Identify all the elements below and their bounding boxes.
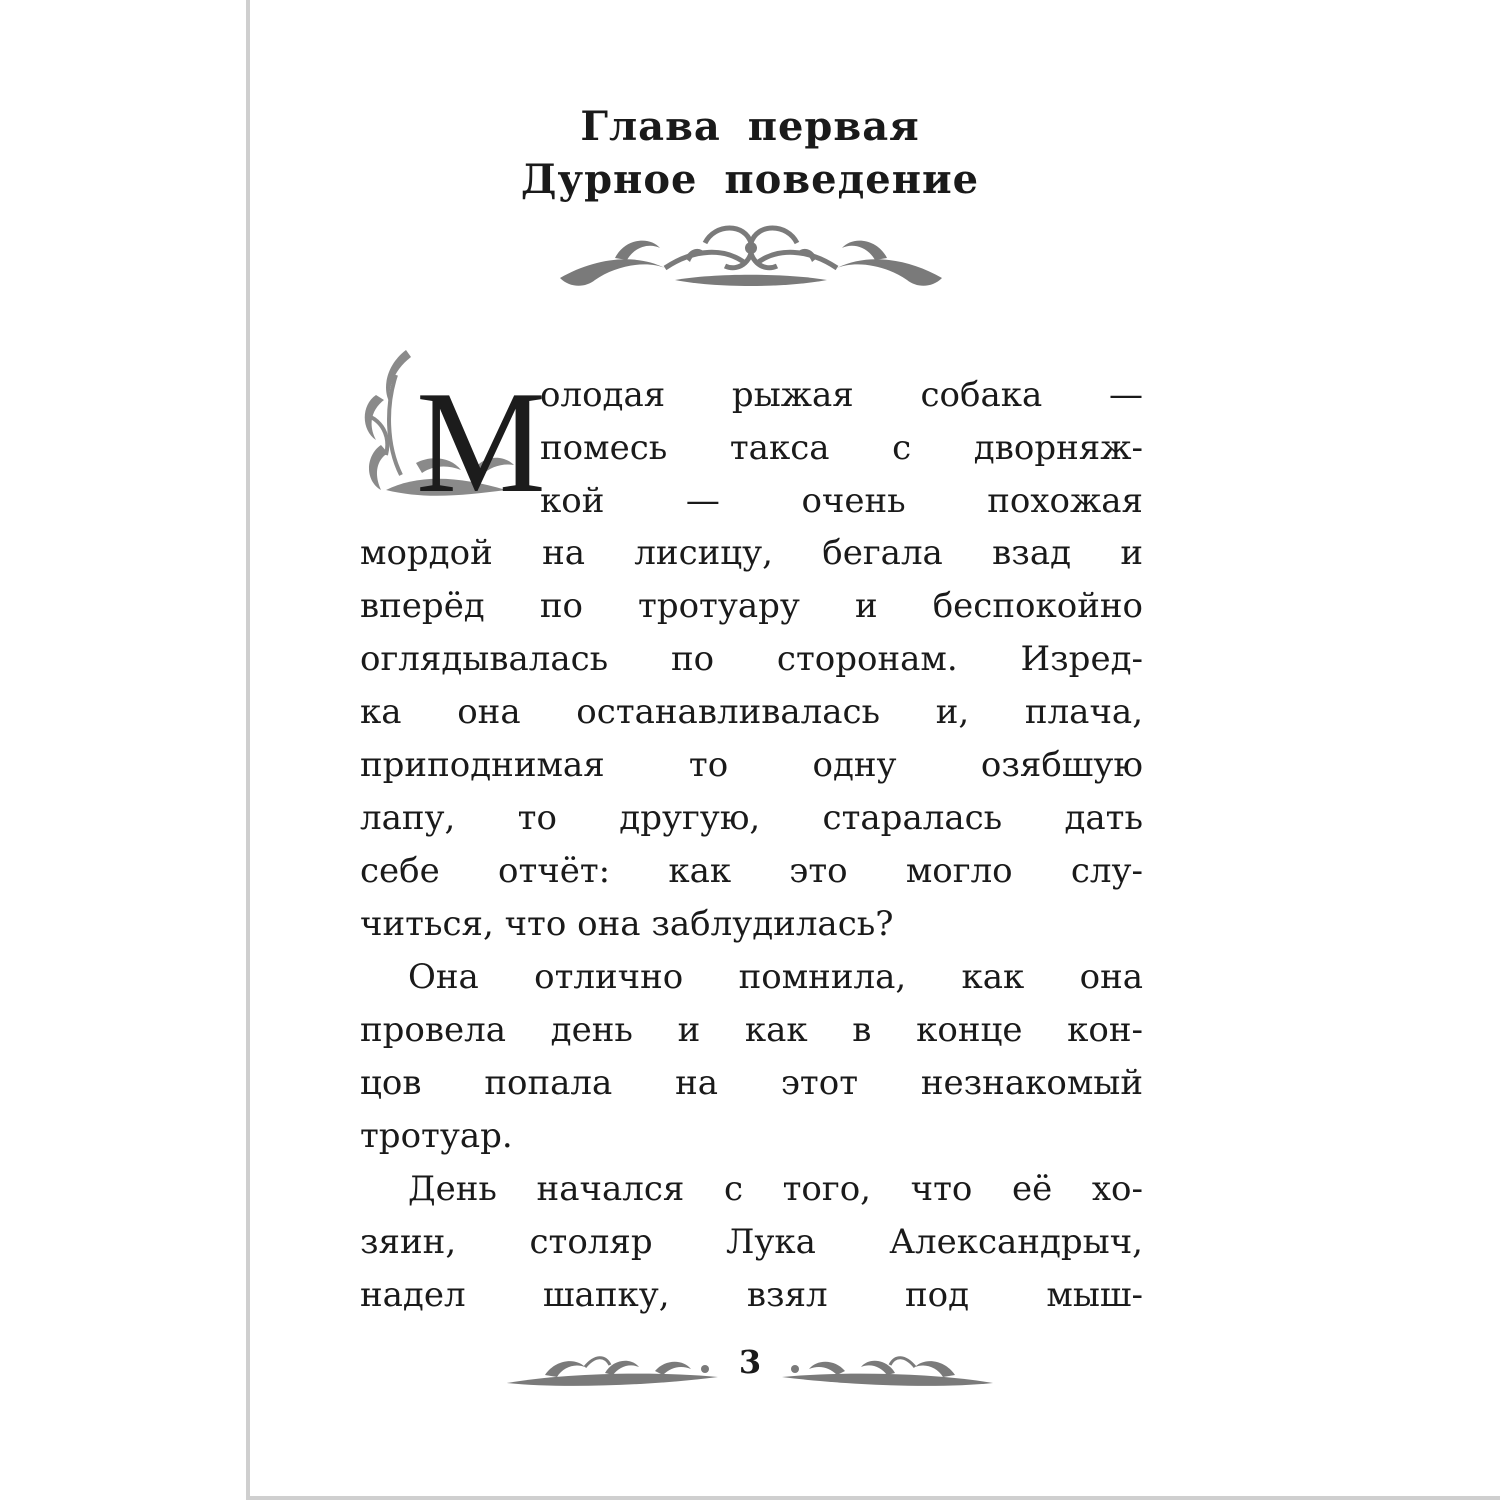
text-line: лапу, то другую, старалась дать (360, 798, 1143, 838)
text-line: цов попала на этот незнакомый (360, 1063, 1143, 1103)
text-line: ка она останавливалась и, плача, (360, 692, 1143, 732)
text-line: Она отлично помнила, как она (408, 957, 1143, 997)
footer-ornament-right-icon (780, 1345, 995, 1395)
text-line: зяин, столяр Лука Александрыч, (360, 1222, 1143, 1262)
page-left-edge (246, 0, 250, 1500)
title-ornament-icon (555, 218, 947, 296)
text-line: День начался с того, что её хо- (408, 1169, 1143, 1209)
text-line: помесь такса с дворняж- (540, 428, 1143, 468)
text-line: приподнимая то одну озябшую (360, 745, 1143, 785)
text-line: провела день и как в конце кон- (360, 1010, 1143, 1050)
text-line: оглядывалась по сторонам. Изред- (360, 639, 1143, 679)
text-line: себе отчёт: как это могло слу- (360, 851, 1143, 891)
page-bottom-edge (246, 1496, 1500, 1500)
chapter-name: Дурное поведение (520, 156, 980, 203)
chapter-title (250, 100, 1250, 206)
text-line: олодая рыжая собака — (540, 375, 1143, 415)
page-number: 3 (738, 1343, 762, 1381)
chapter-number: Глава первая (580, 103, 920, 150)
text-line: читься, что она заблудилась? (360, 904, 894, 944)
text-line: вперёд по тротуару и беспокойно (360, 586, 1143, 626)
text-line: кой — очень похожая (540, 481, 1143, 521)
text-line: надел шапку, взял под мыш- (360, 1275, 1143, 1315)
dropcap-letter: М (416, 361, 546, 523)
footer-ornament-left-icon (505, 1345, 720, 1395)
drop-cap (356, 345, 546, 523)
text-line: мордой на лисицу, бегала взад и (360, 533, 1143, 573)
text-line: тротуар. (360, 1116, 513, 1156)
